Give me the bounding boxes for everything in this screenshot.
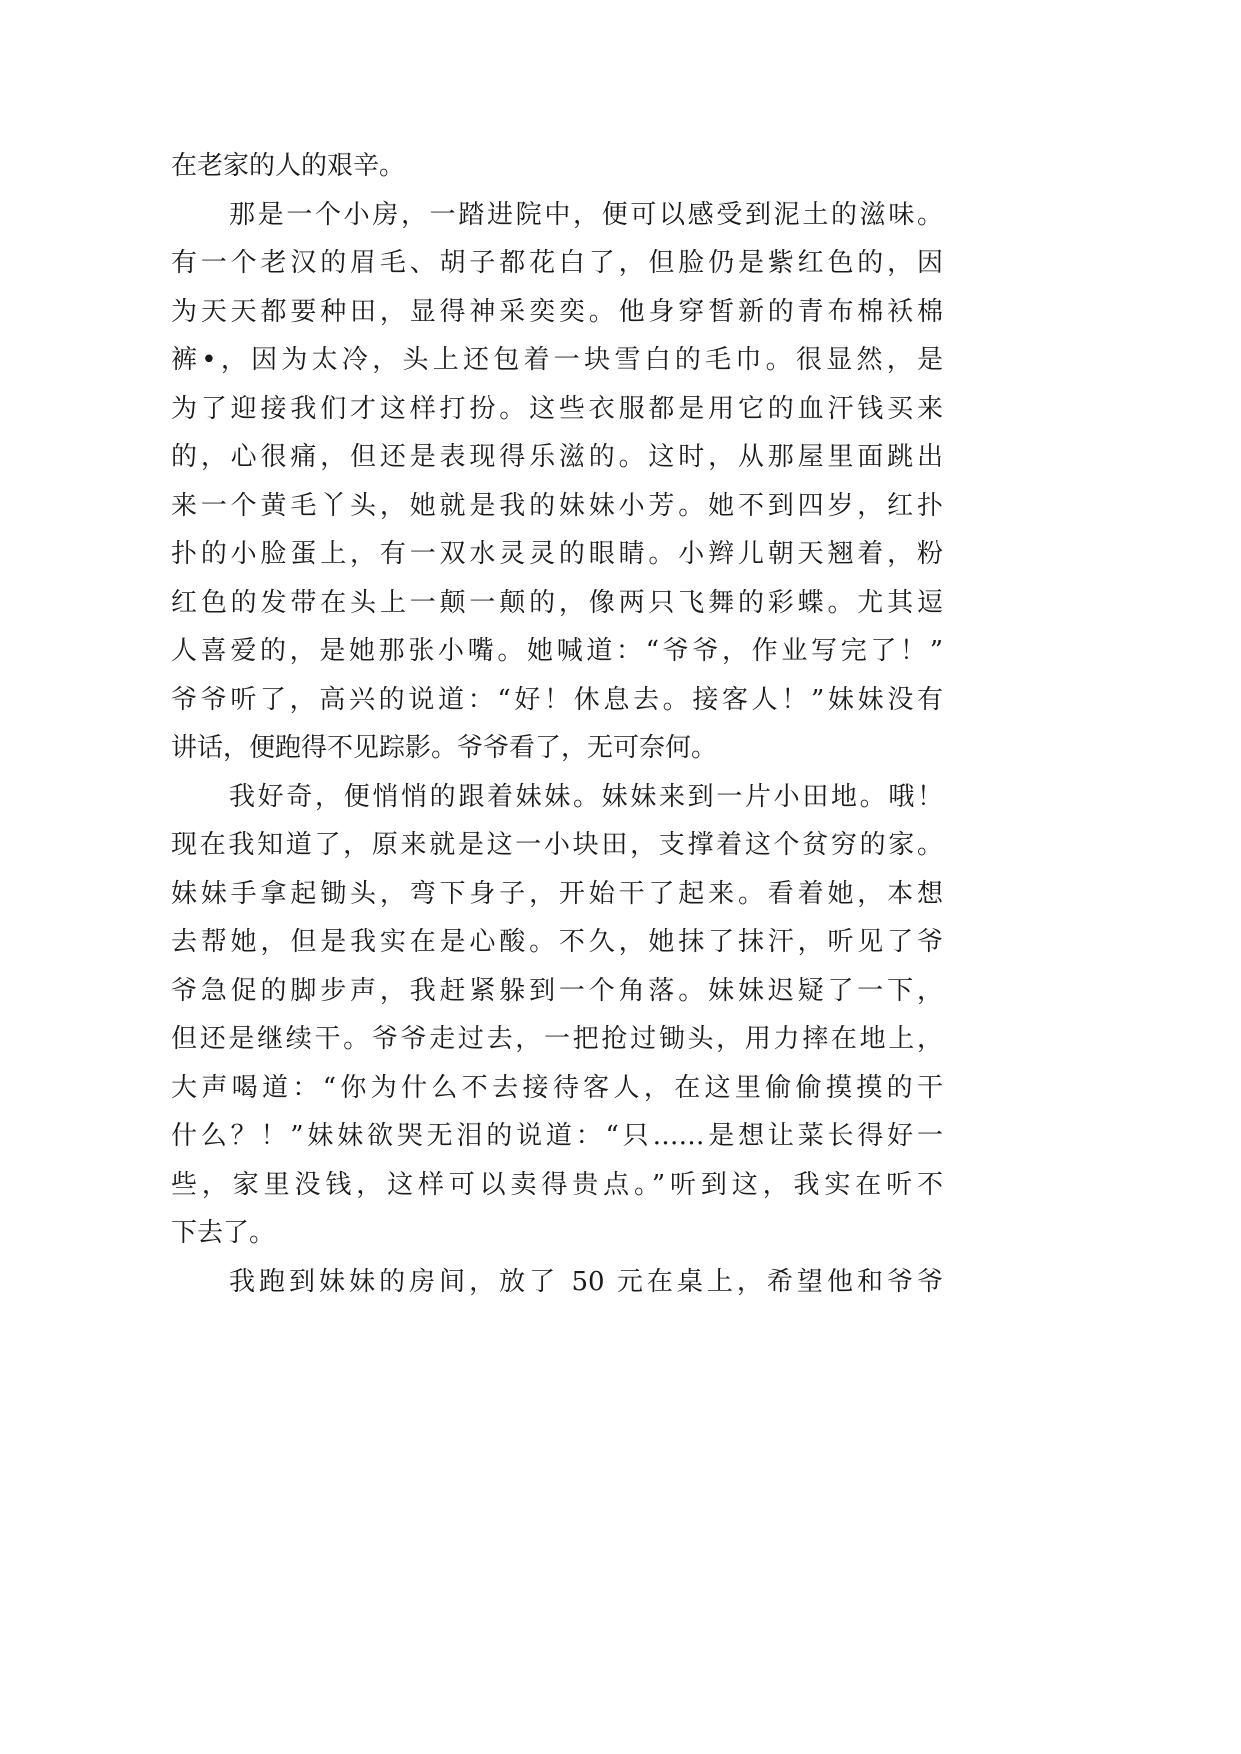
text-line: 大声喝道：“你为什么不去接待客人，在这里偷偷摸摸的干 (171, 1072, 943, 1103)
body-text (171, 142, 943, 1306)
text-line: 扑的小脸蛋上，有一双水灵灵的眼睛。小辫儿朝天翘着，粉 (171, 539, 943, 569)
paragraph-first-line: 我跑到妹妹的房间，放了 50 元在桌上，希望他和爷爷 (229, 1266, 943, 1297)
text-line: 在老家的人的艰辛。 (171, 151, 406, 181)
text-line: 为天天都要种田，显得神采奕奕。他身穿皙新的青布棉袄棉 (171, 296, 943, 327)
text-line: 下去了。 (171, 1218, 276, 1248)
text-line: 为了迎接我们才这样打扮。这些衣服都是用它的血汗钱买来 (171, 393, 943, 424)
text-line: 妹妹手拿起锄头，弯下身子，开始干了起来。看着她，本想 (171, 878, 943, 909)
paragraph-first-line: 我好奇，便悄悄的跟着妹妹。妹妹来到一片小田地。哦！ (229, 781, 943, 812)
paragraph-first-line: 那是一个小房，一踏进院中，便可以感受到泥土的滋味。 (229, 199, 943, 230)
text-line: 有一个老汉的眉毛、胡子都花白了，但脸仍是紫红色的，因 (171, 248, 943, 278)
text-line: 来一个黄毛丫头，她就是我的妹妹小芳。她不到四岁，红扑 (171, 490, 943, 521)
text-line: 些，家里没钱，这样可以卖得贵点。”听到这，我实在听不 (171, 1169, 943, 1200)
text-line: 讲话，便跑得不见踪影。爷爷看了，无可奈何。 (171, 733, 718, 763)
text-line: 现在我知道了，原来就是这一小块田，支撑着这个贫穷的家。 (171, 830, 943, 860)
text-line: 红色的发带在头上一颠一颠的，像两只飞舞的彩蝶。尤其逗 (171, 587, 943, 618)
text-line: 但还是继续干。爷爷走过去，一把抢过锄头，用力摔在地上， (171, 1024, 943, 1054)
text-line: 的，心很痛，但还是表现得乐滋的。这时，从那屋里面跳出 (171, 442, 943, 472)
text-line: 人喜爱的，是她那张小嘴。她喊道：“爷爷，作业写完了！” (171, 636, 943, 666)
text-line: 爷爷听了，高兴的说道：“好！休息去。接客人！”妹妹没有 (171, 684, 943, 715)
text-line: 去帮她，但是我实在是心酸。不久，她抹了抹汗，听见了爷 (171, 927, 943, 957)
text-line: 什么？！”妹妹欲哭无泪的说道：“只……是想让菜长得好一 (171, 1121, 943, 1151)
text-line: 裤•，因为太冷，头上还包着一块雪白的毛巾。很显然，是 (171, 345, 943, 375)
text-line: 爷急促的脚步声，我赶紧躲到一个角落。妹妹迟疑了一下， (171, 975, 943, 1006)
